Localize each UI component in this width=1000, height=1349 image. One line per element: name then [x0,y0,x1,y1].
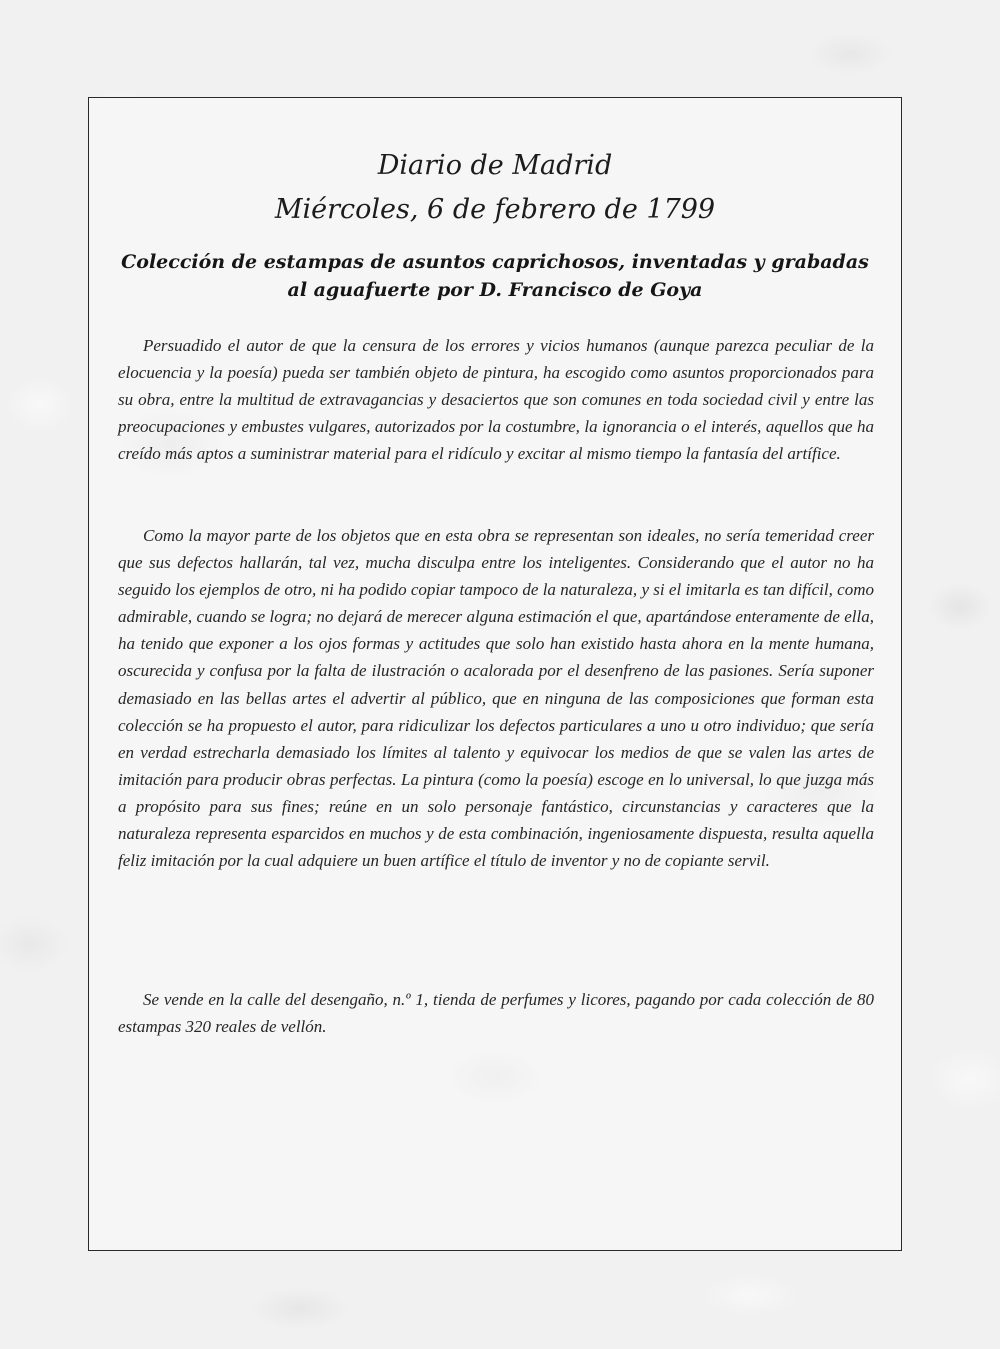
headline-line-2: al aguafuerte por D. Francisco de Goya [287,279,703,301]
article-headline [119,248,871,304]
newspaper-title: Diario de Madrid [377,150,613,181]
headline-line-1: Colección de estampas de asuntos caprichosos, inventadas y grabadas [121,251,869,273]
paragraph-main: Como la mayor parte de los objetos que en esta obra se representan son ideales, no sería temeridad creer que sus defectos hallarán, tal vez, mucha disculpa entre los inteligentes. Considerando que el autor no ha seguido los ejemplos de otro, ni ha podido copiar tampoco de la naturaleza, y si el imitarla es tan difícil, como admirable, cuando se logra; no dejará de merecer alguna estimación el que, apartándose enteramente de ella, ha tenido que exponer a los ojos formas y actitudes que solo han existido hasta ahora en la mente humana, oscurecida y confusa por la falta de ilustración o acalorada por el desenfreno de las pasiones. Sería suponer demasiado en las bellas artes el advertir al público, que en ninguna de las composiciones que forman esta colección se ha propuesto el autor, para ridiculizar los defectos particulares a uno u otro individuo; que sería en verdad estrecharla demasiado los límites al talento y equivocar los medios de que se valen las artes de imitación para producir obras perfectas. La pintura (como la poesía) escoge en lo universal, lo que juzga más a propósito para sus fines; reúne en un solo personaje fantástico, circunstancias y caracteres que la naturaleza representa esparcidos en muchos y de esta combinación, ingeniosamente dispuesta, resulta aquella feliz imitación por la cual adquiere un buen artífice el título de inventor y no de copiante servil. [118,526,874,871]
paragraph-sale-notice: Se vende en la calle del desengaño, n.º 1, tienda de perfumes y licores, pagando por cada colección de 80 estampas 320 reales de vellón. [118,990,874,1037]
paragraph-intro: Persuadido el autor de que la censura de los errores y vicios humanos (aunque parezca peculiar de la elocuencia y la poesía) pueda ser también objeto de pintura, ha escogido como asuntos proporcionados para su obra, entre la multitud de extravagancias y desaciertos que son comunes en toda sociedad civil y entre las preocupaciones y embustes vulgares, autorizados por la costumbre, la ignorancia o el interés, aquellos que ha creído más aptos a suministrar material para el ridículo y excitar al mismo tiempo la fantasía del artífice. [118,336,874,464]
publication-date: Miércoles, 6 de febrero de 1799 [274,194,716,225]
document-frame [88,97,902,1251]
masthead [89,144,901,232]
